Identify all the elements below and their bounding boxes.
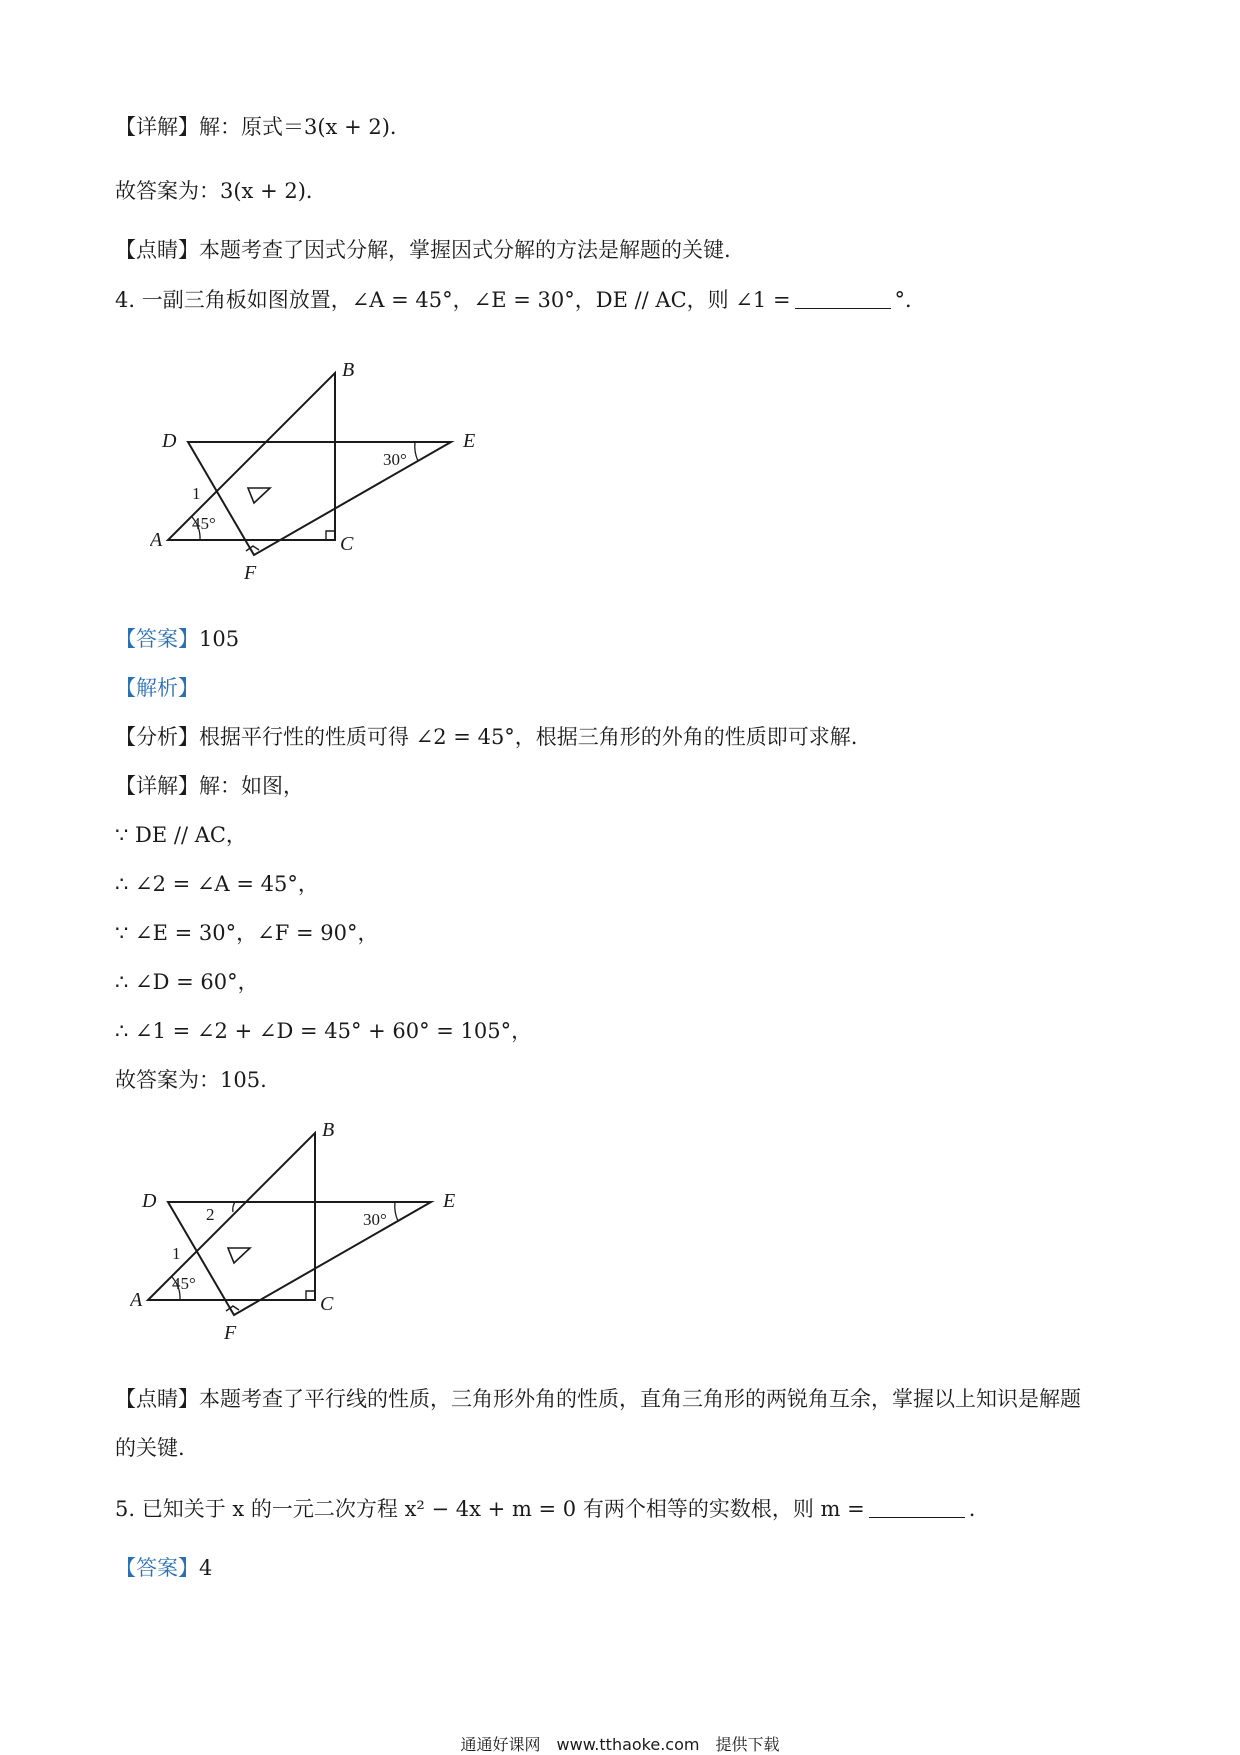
- label-angle-45: 45°: [172, 1274, 196, 1293]
- page-footer: 通通好课网 www.tthaoke.com 提供下载: [460, 1735, 780, 1754]
- proof-step-4: [115, 967, 259, 997]
- label-a: A: [150, 529, 163, 551]
- proof-step-3: [115, 918, 378, 948]
- question-4-text: 4. 一副三角板如图放置，∠A = 45°，∠E = 30°，DE // AC，则 ∠1 =: [115, 288, 791, 312]
- answer-blank: [795, 290, 891, 309]
- angle-arc-2: [233, 1202, 235, 1212]
- inner-triangle-mark: [248, 488, 270, 503]
- question-4: [115, 285, 926, 315]
- question-5-suffix: .: [968, 1497, 976, 1521]
- triangle-figure-2: [130, 1115, 470, 1355]
- question-5: [115, 1494, 975, 1524]
- analysis-line: [115, 722, 857, 752]
- comment-text: 本题考查了平行线的性质，三角形外角的性质，直角三角形的两锐角互余，掌握以上知识是解题: [199, 1387, 1081, 1411]
- angle-arc-e: [415, 442, 418, 461]
- analysis-text: 根据平行性的性质可得 ∠2 = 45°，根据三角形的外角的性质即可求解.: [199, 725, 858, 749]
- analysis-tag: 【解析】: [115, 676, 199, 700]
- detail-line-1: [115, 112, 411, 142]
- label-angle-1: 1: [172, 1244, 181, 1263]
- label-angle-45: 45°: [192, 514, 216, 533]
- proof-step-1: [115, 820, 247, 850]
- question-5-text: 5. 已知关于 x 的一元二次方程 x² − 4x + m = 0 有两个相等的实数根，则 m =: [115, 1497, 865, 1521]
- answer-statement-text: 故答案为：105.: [115, 1068, 267, 1092]
- answer-tag: 【答案】: [115, 1556, 199, 1580]
- label-c: C: [320, 1293, 334, 1315]
- detail-tag: 【详解】: [115, 774, 199, 798]
- label-angle-30: 30°: [383, 450, 407, 469]
- proof-step-2: [115, 869, 319, 899]
- comment-text: 本题考查了因式分解，掌握因式分解的方法是解题的关键.: [199, 238, 731, 262]
- triangle-figure-1: [150, 355, 490, 595]
- right-angle-mark-c: [306, 1291, 315, 1300]
- right-angle-mark-c: [326, 531, 335, 540]
- answer-tag: 【答案】: [115, 627, 199, 651]
- analysis-heading: [115, 673, 199, 703]
- label-a: A: [130, 1289, 143, 1311]
- detail-text: 解：原式＝3(x + 2)．: [199, 115, 411, 139]
- label-d: D: [162, 430, 177, 452]
- detail-tag: 【详解】: [115, 115, 199, 139]
- triangle-def: [188, 442, 451, 555]
- answer-line-q4: [115, 624, 239, 654]
- detail-text: 解：如图，: [199, 774, 304, 798]
- proof-step-text: ∵ DE // AC，: [115, 823, 247, 847]
- proof-step-text: ∴ ∠2 = ∠A = 45°，: [115, 872, 319, 896]
- comment-tag: 【点睛】: [115, 1387, 199, 1411]
- inner-triangle-mark: [228, 1248, 250, 1263]
- answer-blank: [869, 1499, 965, 1518]
- answer-line-q5: [115, 1553, 212, 1583]
- answer-statement-2: [115, 1065, 267, 1095]
- proof-step-text: ∴ ∠1 = ∠2 + ∠D = 45° + 60° = 105°，: [115, 1019, 533, 1043]
- question-4-suffix: °．: [894, 288, 927, 312]
- detail-line-2: [115, 771, 304, 801]
- analysis-sub-tag: 【分析】: [115, 725, 199, 749]
- label-b: B: [342, 359, 355, 381]
- comment-line-1: [115, 235, 731, 265]
- comment-text: 的关键.: [115, 1436, 185, 1460]
- answer-statement-1: [115, 176, 327, 206]
- label-d: D: [142, 1190, 157, 1212]
- label-e: E: [443, 1190, 456, 1212]
- label-angle-30: 30°: [363, 1210, 387, 1229]
- label-f: F: [224, 1322, 237, 1344]
- angle-arc-e: [395, 1202, 398, 1221]
- label-angle-2: 2: [206, 1205, 215, 1224]
- label-c: C: [340, 533, 354, 555]
- proof-step-text: ∴ ∠D = 60°，: [115, 970, 259, 994]
- comment-line-2-cont: [115, 1433, 185, 1463]
- proof-step-5: [115, 1016, 532, 1046]
- answer-statement-text: 故答案为：3(x + 2)．: [115, 179, 327, 203]
- label-angle-1: 1: [192, 484, 201, 503]
- right-angle-mark-f: [246, 546, 259, 551]
- answer-value: 105: [199, 627, 240, 651]
- comment-tag: 【点睛】: [115, 238, 199, 262]
- answer-value: 4: [199, 1556, 213, 1580]
- label-b: B: [322, 1119, 335, 1141]
- comment-line-2: [115, 1384, 1081, 1414]
- right-angle-mark-f: [226, 1306, 239, 1311]
- proof-step-text: ∵ ∠E = 30°，∠F = 90°，: [115, 921, 379, 945]
- label-f: F: [244, 562, 257, 584]
- label-e: E: [463, 430, 476, 452]
